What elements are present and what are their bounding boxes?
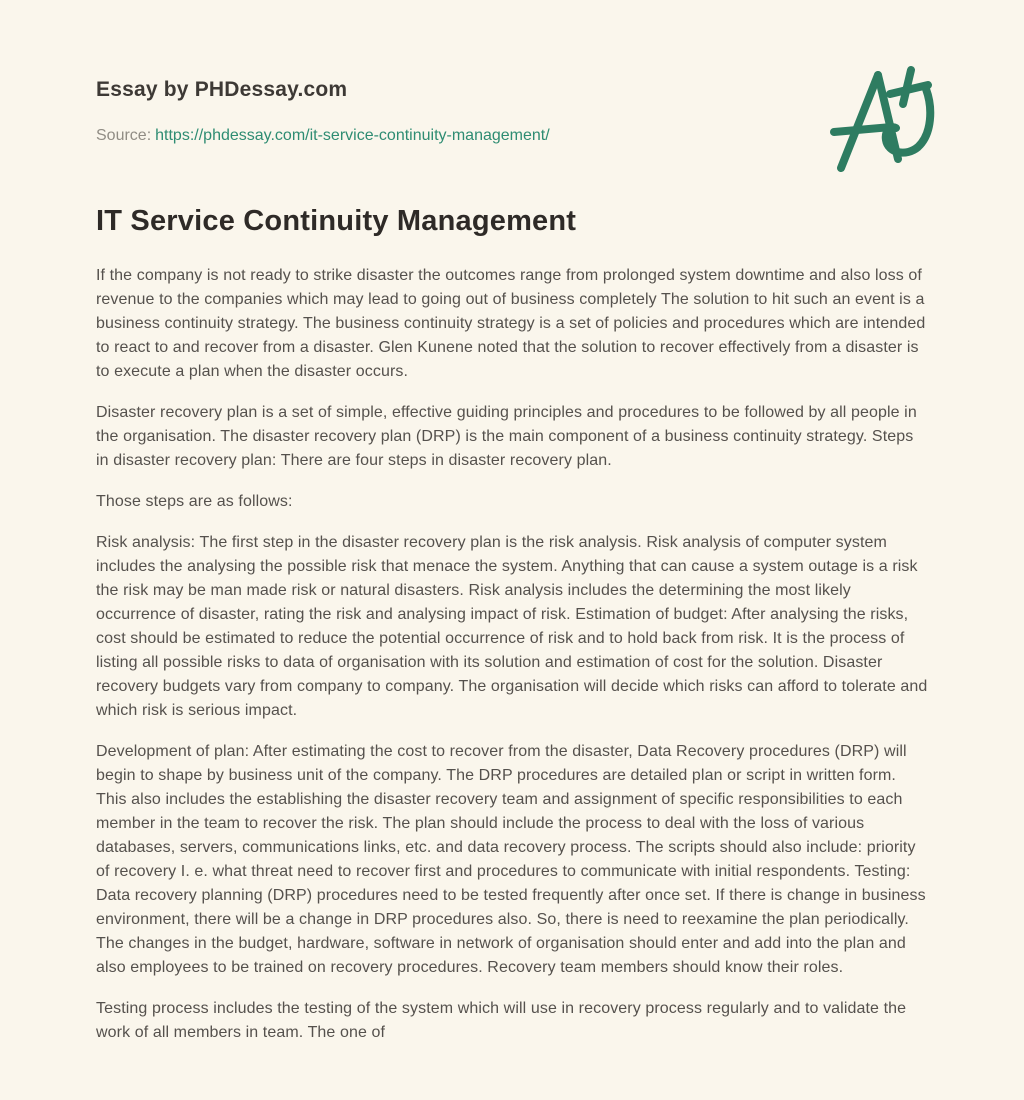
essay-paragraph-3: Those steps are as follows: [96, 493, 293, 510]
essay-paragraph-1: If the company is not ready to strike disaster the outcomes range from prolonged system downtime and also loss of revenue to the companies which may lead to going out of business completely The solution to hit such an event is a business continuity strategy. The business continuity strategy is a set of policies and procedures which are intended to react to and recover from a disaster. Glen Kunene noted that the solution to recover effectively from a disaster is to execute a plan when the disaster occurs. [96, 267, 926, 380]
phdessay-logo [826, 58, 938, 172]
site-header-title: Essay by PHDessay.com [96, 78, 348, 101]
essay-article [96, 205, 928, 1045]
source-label: Source: [96, 127, 152, 144]
source-link[interactable]: https://phdessay.com/it-service-continuity-management/ [155, 127, 550, 144]
page-header [96, 78, 928, 145]
a-plus-logo-icon [826, 58, 938, 172]
source-line [96, 127, 928, 145]
essay-paragraph-2: Disaster recovery plan is a set of simple, effective guiding principles and procedures to be followed by all people in the organisation. The disaster recovery plan (DRP) is the main component of a business continuity strategy. Steps in disaster recovery plan: There are four steps in disaster recovery plan. [96, 404, 917, 469]
essay-title: IT Service Continuity Management [96, 205, 577, 237]
essay-body [96, 264, 928, 1045]
essay-paragraph-4: Risk analysis: The first step in the disaster recovery plan is the risk analysis. Risk analysis of computer system includes the analysing the possible risk that menace the system. Anything that can cause a system outage is a risk the risk may be man made risk or natural disasters. Risk analysis includes the determining the most likely occurrence of disaster, rating the risk and analysing impact of risk. Estimation of budget: After analysing the risks, cost should be estimated to reduce the potential occurrence of risk and to hold back from risk. It is the process of listing all possible risks to data of organisation with its solution and estimation of cost for the solution. Disaster recovery budgets vary from company to company. The organisation will decide which risks can afford to tolerate and which risk is serious impact. [96, 534, 928, 719]
essay-paragraph-5: Development of plan: After estimating the cost to recover from the disaster, Data Recovery procedures (DRP) will begin to shape by business unit of the company. The DRP procedures are detailed plan or script in written form. This also includes the establishing the disaster recovery team and assignment of specific responsibilities to each member in the team to recover the risk. The plan should include the process to deal with the loss of various databases, servers, communications links, etc. and data recovery process. The scripts should also include: priority of recovery I. e. what threat need to recover first and procedures to communicate with initial respondents. Testing: Data recovery planning (DRP) procedures need to be tested frequently after once set. If there is change in business environment, there will be a change in DRP procedures also. So, there is need to reexamine the plan periodically. The changes in the budget, hardware, software in network of organisation should enter and add into the plan and also employees to be trained on recovery procedures. Recovery team members should know their roles. [96, 743, 926, 976]
essay-paragraph-6: Testing process includes the testing of the system which will use in recovery process regularly and to validate the work of all members in team. The one of [96, 1000, 907, 1041]
